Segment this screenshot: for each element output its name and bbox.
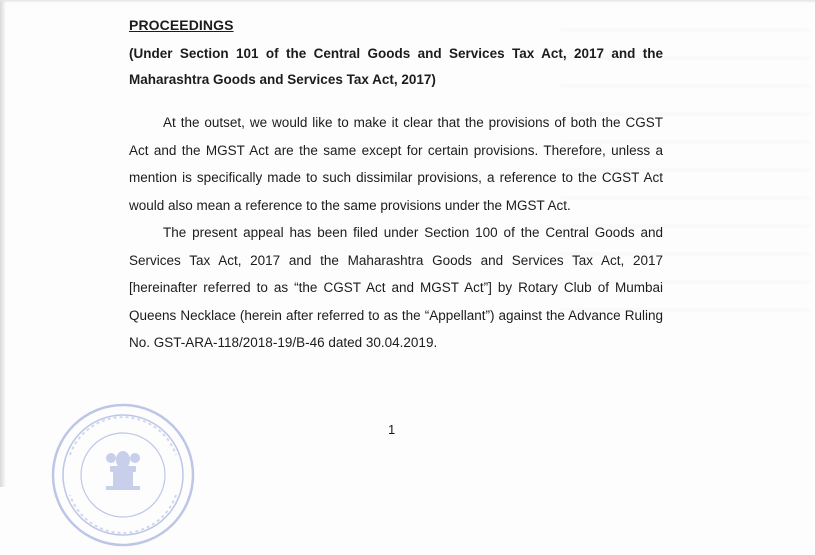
document-subheading: (Under Section 101 of the Central Goods and Services Tax Act, 2017 and the Maharashtra Goods and Services Tax Act, 2017) xyxy=(129,46,663,87)
paragraph: The present appeal has been filed under Section 100 of the Central Goods and Services Tax Act, 2017 and the Maharashtra Goods and Services Tax Act, 2017 [hereinafter referred to as “the CGST Act and MGST Act”] by Rotary Club of Mumbai Queens Necklace (herein after referred to as the “Appellant”) against the Advance Ruling No. GST-ARA-118/2018-19/B-46 dated 30.04.2019. xyxy=(129,225,663,350)
scan-edge xyxy=(0,0,6,487)
paragraph: At the outset, we would like to make it clear that the provisions of both the CGST Act and the MGST Act are the same except for certain provisions. Therefore, unless a mention is specifically made to such dissimilar provisions, a reference to the CGST Act would also mean a reference to the same provisions under the MGST Act. xyxy=(129,115,663,213)
page-number: 1 xyxy=(388,422,396,437)
document-body xyxy=(129,12,663,357)
scan-edge-top xyxy=(0,0,815,3)
official-seal-icon xyxy=(48,400,198,550)
document-heading: PROCEEDINGS xyxy=(129,17,234,33)
